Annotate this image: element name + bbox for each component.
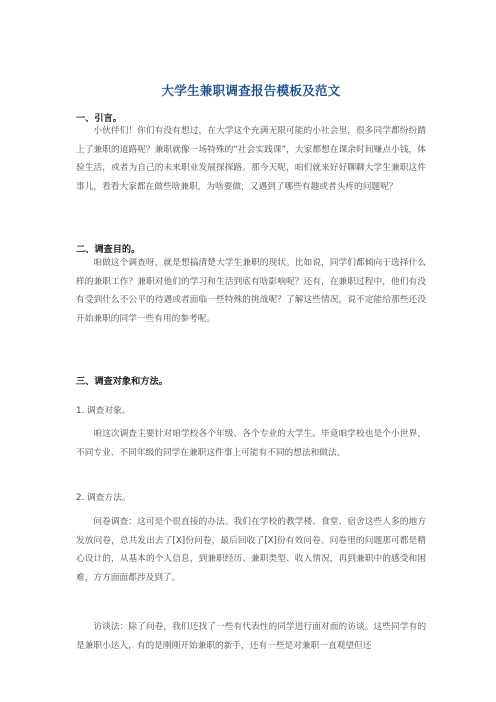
intro-paragraph: 小伙伴们！你们有没有想过，在大学这个充满无限可能的小社会里，很多同学都纷纷踏上了兼职的道路呢？兼职就像一场特殊的“社会实践课”，大家都想在课余时间赚点小钱，体验生活，或者为自己的未来职业发展探探路。那今天呢，咱们就来好好聊聊大学生兼职这件事儿，看看大家都在做些啥兼职，为啥要做，又遇到了哪些有趣或者头疼的问题呢？	[76, 126, 426, 192]
subsection-label-subjects: 1. 调查对象。	[76, 406, 131, 416]
section-heading-introduction: 一、引言。	[76, 113, 122, 124]
subsection-label-methods: 2. 调查方法。	[76, 493, 131, 503]
questionnaire-paragraph: 问卷调查：这可是个很直接的办法。我们在学校的教学楼、食堂、宿舍这些人多的地方发放问卷，总共发出去了[X]份问卷，最后回收了[X]份有效问卷。问卷里的问题那可都是精心设计的，从基本的个人信息，到兼职经历、兼职类型、收入情况，再到兼职中的感受和困难，方方面面都涉及到了。	[76, 517, 426, 583]
section-heading-purpose: 二、调查目的。	[76, 244, 141, 255]
interview-paragraph: 访谈法：除了问卷，我们还找了一些有代表性的同学进行面对面的访谈。这些同学有的是兼职小达人，有的是刚刚开始兼职的新手，还有一些是对兼职一直观望但还	[76, 622, 426, 651]
document-title: 大学生兼职调查报告模板及范文	[161, 83, 341, 98]
subjects-paragraph: 咱这次调查主要针对咱学校各个年级、各个专业的大学生。毕竟咱学校也是个小世界，不同专业、不同年级的同学在兼职这件事上可能有不同的想法和做法。	[76, 429, 426, 458]
purpose-paragraph: 咱做这个调查呀，就是想搞清楚大学生兼职的现状。比如说，同学们都倾向于选择什么样的兼职工作？兼职对他们的学习和生活到底有啥影响呢？还有，在兼职过程中，他们有没有受到什么不公平的待遇或者面临一些特殊的挑战呢？了解这些情况，说不定能给那些还没开始兼职的同学一些有用的参考呢。	[76, 258, 426, 324]
section-heading-subjects-methods: 三、调查对象和方法。	[76, 376, 168, 387]
